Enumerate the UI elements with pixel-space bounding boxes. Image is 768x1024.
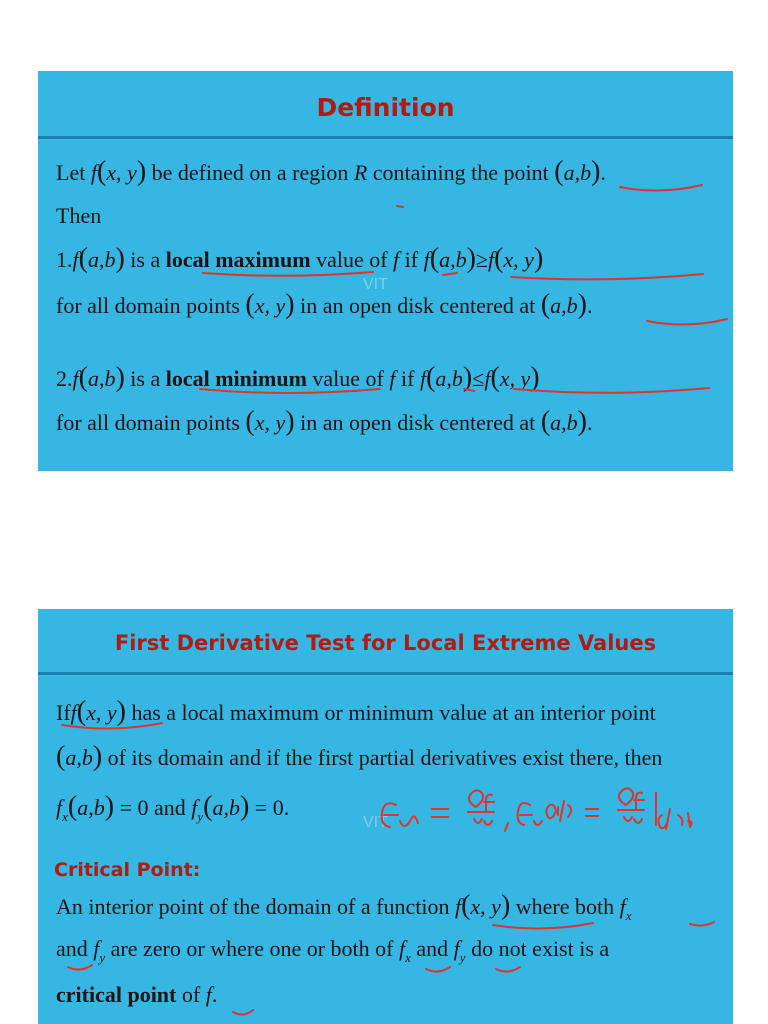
local-minimum-statement: 2.f(a,b) is a local minimum value of f if f(a,b)≤f(x, y) <box>56 362 540 393</box>
slide-title: First Derivative Test for Local Extreme Values <box>114 631 657 655</box>
critical-point-line-1: An interior point of the domain of a function f(x, y) where both $f_x$ <box>56 890 632 923</box>
local-maximum-condition: for all domain points (x, y) in an open disk centered at (a,b). <box>56 289 593 320</box>
definition-line-1: Let f(x, y) be defined on a region R containing the point (a,b). <box>56 156 606 187</box>
first-derivative-test-slide <box>38 609 733 1024</box>
title-divider <box>38 672 733 675</box>
theorem-line-3: $f_x(a,b) = 0$ and $f_y(a,b) = 0$. <box>56 791 290 824</box>
watermark: VIT <box>363 814 388 831</box>
critical-point-line-2: and $f_y$ are zero or where one or both of $f_x$ and $f_y$ do not exist is a <box>56 936 610 965</box>
critical-point-heading: Critical Point: <box>54 859 201 881</box>
local-minimum-condition: for all domain points (x, y) in an open disk centered at (a,b). <box>56 406 593 437</box>
critical-point-line-3: critical point of f. <box>56 982 218 1007</box>
local-maximum-statement: 1.f(a,b) is a local maximum value of f if f(a,b)≥f(x, y) <box>56 243 544 274</box>
slide-title: Definition <box>316 93 455 122</box>
title-divider <box>38 136 733 139</box>
theorem-line-2: (a,b) of its domain and if the first partial derivatives exist there, then <box>56 741 663 772</box>
theorem-line-1: Iff(x, y) has a local maximum or minimum value at an interior point <box>56 696 656 727</box>
definition-line-2: Then <box>56 203 102 228</box>
watermark: VIT <box>363 276 388 293</box>
definition-slide <box>38 71 733 471</box>
